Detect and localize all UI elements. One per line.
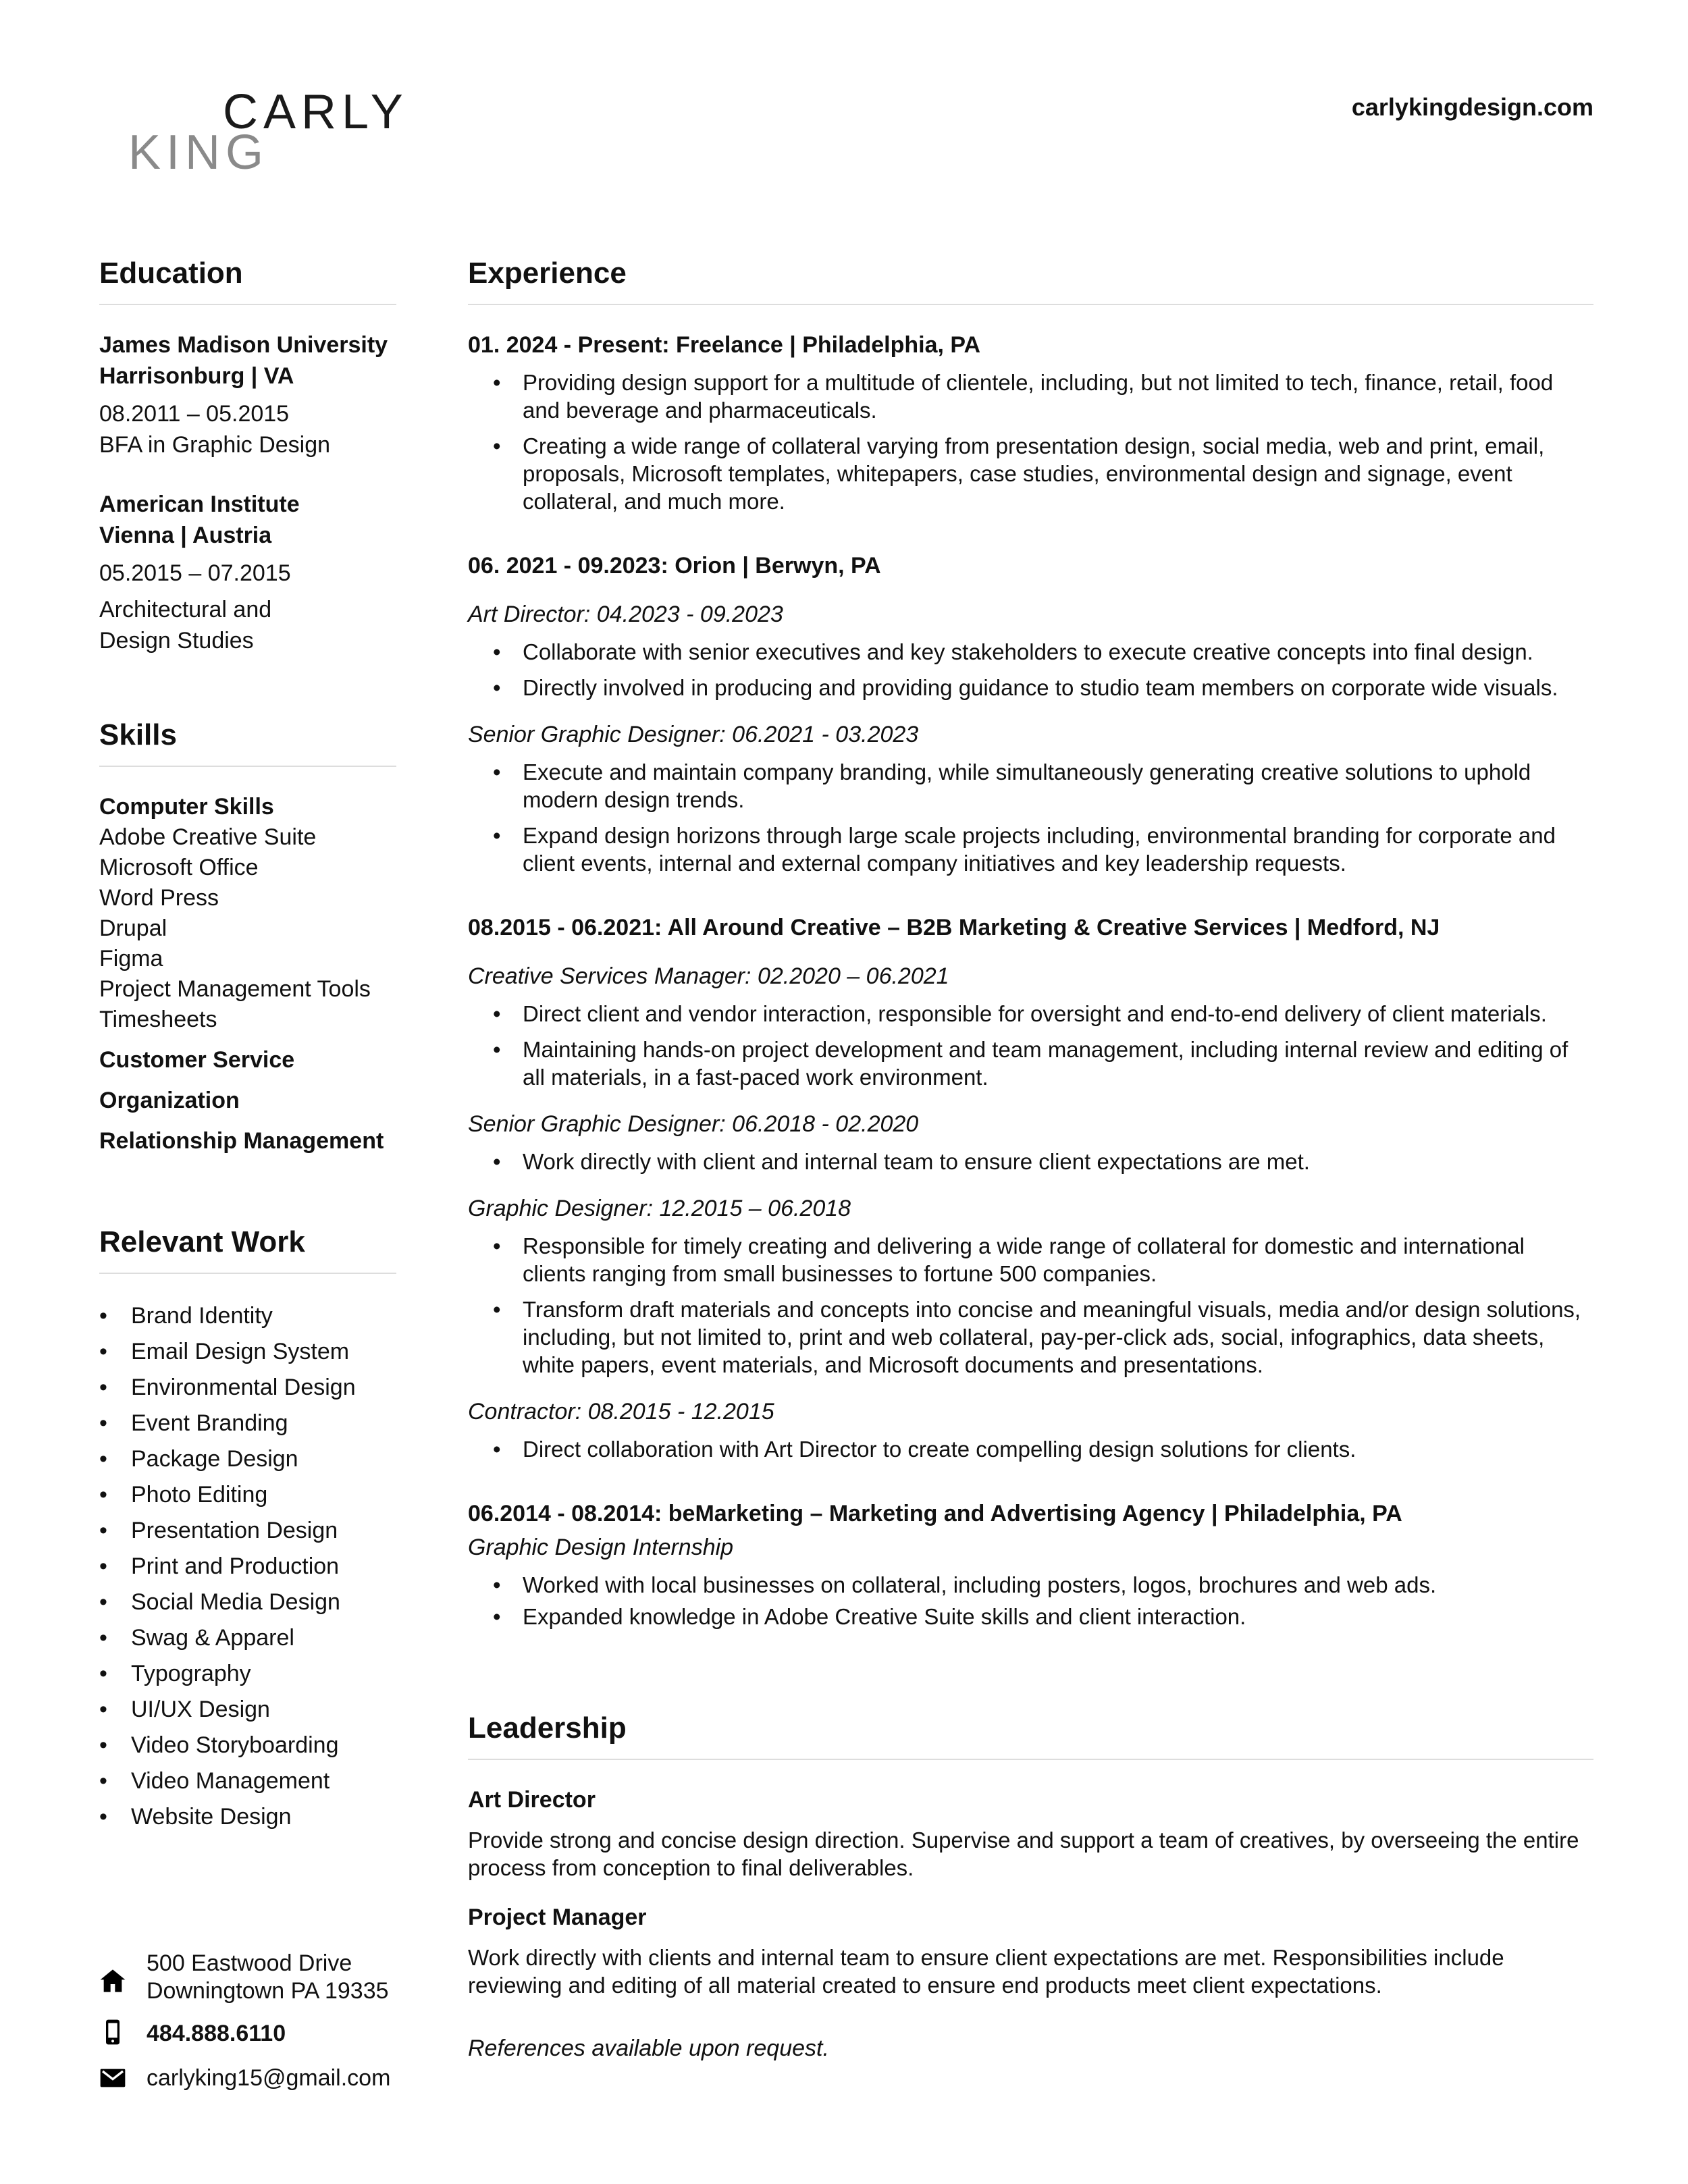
job-bullets [468, 1435, 1593, 1463]
skill-item: Figma [99, 946, 163, 971]
website-link[interactable]: carlykingdesign.com [1351, 93, 1593, 121]
leadership-role: Project Manager [468, 1905, 647, 1930]
bullet-item: • Collaborate with senior executives and key stakeholders to execute creative concepts into final design. [468, 638, 1593, 666]
job-entry [468, 550, 1593, 877]
school-name: James Madison University [99, 332, 388, 358]
bullet-item: • Execute and maintain company branding, while simultaneously generating creative solutions to uphold modern design trends. [468, 758, 1593, 814]
bullet-item: • Providing design support for a multitude of clientele, including, but not limited to tech, finance, retail, food and beverage and pharmaceuticals. [468, 369, 1593, 424]
job-heading: 06. 2021 - 09.2023: Orion | Berwyn, PA [468, 553, 881, 579]
job-role: Senior Graphic Designer: 06.2018 - 02.2020 [468, 1111, 919, 1137]
skills-title: Skills [99, 718, 396, 767]
school-location: Vienna | Austria [99, 523, 272, 548]
education-dates: 08.2011 – 05.2015 [99, 401, 290, 427]
job-entry [468, 329, 1593, 515]
list-item: • Website Design [99, 1799, 396, 1835]
job-bullets [468, 1148, 1593, 1175]
list-item: • Print and Production [99, 1549, 396, 1584]
education-title: Education [99, 257, 396, 305]
job-bullets [468, 638, 1593, 701]
list-item: • Presentation Design [99, 1513, 396, 1549]
job-heading: 08.2015 - 06.2021: All Around Creative – B2B Marketing & Creative Services | Medford, NJ [468, 915, 1440, 940]
relevant-work-title: Relevant Work [99, 1225, 396, 1274]
phone-number[interactable]: 484.888.6110 [147, 2021, 286, 2046]
job-role: Senior Graphic Designer: 06.2021 - 03.2023 [468, 722, 919, 747]
list-item: • Brand Identity [99, 1298, 396, 1334]
skill-heading: Organization [99, 1088, 240, 1113]
experience-title: Experience [468, 257, 1593, 305]
job-role: Graphic Design Internship [468, 1535, 734, 1560]
email-address[interactable]: carlyking15@gmail.com [147, 2065, 391, 2091]
job-bullets [468, 1000, 1593, 1091]
address-line2: Downingtown PA 19335 [147, 1978, 389, 2004]
right-column [468, 257, 1593, 2064]
education-dates: 05.2015 – 07.2015 [99, 560, 291, 586]
leadership-description: Work directly with clients and internal team to ensure client expectations are met. Responsibilities include reviewing and editing of all material created to ensure end products meet client expectations. [468, 1945, 1504, 1998]
bullet-item: • Expand design horizons through large scale projects including, environmental branding for corporate and client events, internal and external company initiatives and key leadership requests. [468, 822, 1593, 877]
job-entry [468, 1498, 1593, 1630]
list-item: • Email Design System [99, 1334, 396, 1370]
job-bullets [468, 758, 1593, 877]
bullet-item: • Responsible for timely creating and delivering a wide range of collateral for domestic and international clients ranging from small businesses to fortune 500 companies. [468, 1232, 1593, 1287]
school-name: American Institute [99, 491, 300, 517]
list-item: • Photo Editing [99, 1477, 396, 1513]
skill-item: Adobe Creative Suite [99, 824, 317, 850]
job-role: Contractor: 08.2015 - 12.2015 [468, 1399, 774, 1424]
list-item: • Event Branding [99, 1406, 396, 1441]
bullet-item: • Directly involved in producing and providing guidance to studio team members on corporate wide visuals. [468, 674, 1593, 701]
skill-item: Microsoft Office [99, 855, 259, 880]
home-icon [99, 1967, 126, 1994]
job-role: Creative Services Manager: 02.2020 – 06.2021 [468, 963, 949, 989]
education-degree: BFA in Graphic Design [99, 432, 331, 458]
list-item: • UI/UX Design [99, 1692, 396, 1728]
bullet-item: • Direct collaboration with Art Director to create compelling design solutions for clients. [468, 1435, 1593, 1463]
bullet-item: • Expanded knowledge in Adobe Creative Suite skills and client interaction. [468, 1603, 1593, 1630]
skill-item: Timesheets [99, 1007, 217, 1032]
left-column [99, 257, 396, 1835]
list-item: • Video Storyboarding [99, 1728, 396, 1763]
references-note: References available upon request. [468, 2035, 829, 2061]
leadership-title: Leadership [468, 1711, 1593, 1760]
education-degree-cont: Design Studies [99, 628, 254, 654]
skill-item: Word Press [99, 885, 219, 911]
bullet-item: • Transform draft materials and concepts into concise and meaningful visuals, media and/or design solutions, including, but not limited to, print and web collateral, pay-per-click ads, social, infographics, data sheets, white papers, event materials, and Microsoft documents and presentations. [468, 1296, 1593, 1379]
list-item: • Environmental Design [99, 1370, 396, 1406]
computer-skills-list [99, 822, 396, 1035]
job-bullets [468, 369, 1593, 515]
relevant-work-list [99, 1298, 396, 1835]
address-line1: 500 Eastwood Drive [147, 1950, 352, 1976]
job-heading: 01. 2024 - Present: Freelance | Philadelphia, PA [468, 332, 981, 358]
job-bullets [468, 1571, 1593, 1630]
skill-heading: Customer Service [99, 1047, 295, 1073]
list-item: • Video Management [99, 1763, 396, 1799]
bullet-item: • Maintaining hands-on project development and team management, including internal review and editing of all materials, in a fast-paced work environment. [468, 1036, 1593, 1091]
relevant-work-section [99, 1225, 396, 1835]
skill-item: Project Management Tools [99, 976, 371, 1002]
leadership-section [468, 1711, 1593, 2064]
skills-section [99, 718, 396, 1156]
list-item: • Swag & Apparel [99, 1620, 396, 1656]
phone-icon [99, 2019, 126, 2046]
bullet-item: • Worked with local businesses on collateral, including posters, logos, brochures and web ads. [468, 1571, 1593, 1599]
bullet-item: • Work directly with client and internal team to ensure client expectations are met. [468, 1148, 1593, 1175]
skill-heading: Relationship Management [99, 1128, 384, 1154]
education-section [99, 257, 396, 656]
experience-section [468, 257, 1593, 1630]
education-item [99, 489, 396, 656]
logo-last-name: KING [128, 126, 269, 180]
computer-skills-title: Computer Skills [99, 794, 274, 820]
education-degree: Architectural and [99, 597, 272, 622]
list-item: • Social Media Design [99, 1584, 396, 1620]
school-location: Harrisonburg | VA [99, 363, 294, 389]
mail-icon [99, 2065, 126, 2092]
bullet-item: • Direct client and vendor interaction, responsible for oversight and end-to-end delivery of client materials. [468, 1000, 1593, 1028]
job-bullets [468, 1232, 1593, 1379]
education-item [99, 329, 396, 460]
job-heading: 06.2014 - 08.2014: beMarketing – Marketing and Advertising Agency | Philadelphia, PA [468, 1501, 1402, 1526]
bullet-item: • Creating a wide range of collateral varying from presentation design, social media, web and print, email, proposals, Microsoft templates, whitepapers, case studies, environmental design and signage, event collateral, and much more. [468, 432, 1593, 515]
list-item: • Typography [99, 1656, 396, 1692]
skill-item: Drupal [99, 915, 167, 941]
logo-first-name: CARLY [223, 85, 408, 139]
job-role: Graphic Designer: 12.2015 – 06.2018 [468, 1196, 851, 1221]
list-item: • Package Design [99, 1441, 396, 1477]
job-entry [468, 912, 1593, 1463]
leadership-description: Provide strong and concise design direction. Supervise and support a team of creatives, by overseeing the entire process from conception to final deliverables. [468, 1828, 1579, 1880]
job-role: Art Director: 04.2023 - 09.2023 [468, 602, 783, 627]
leadership-role: Art Director [468, 1787, 596, 1813]
